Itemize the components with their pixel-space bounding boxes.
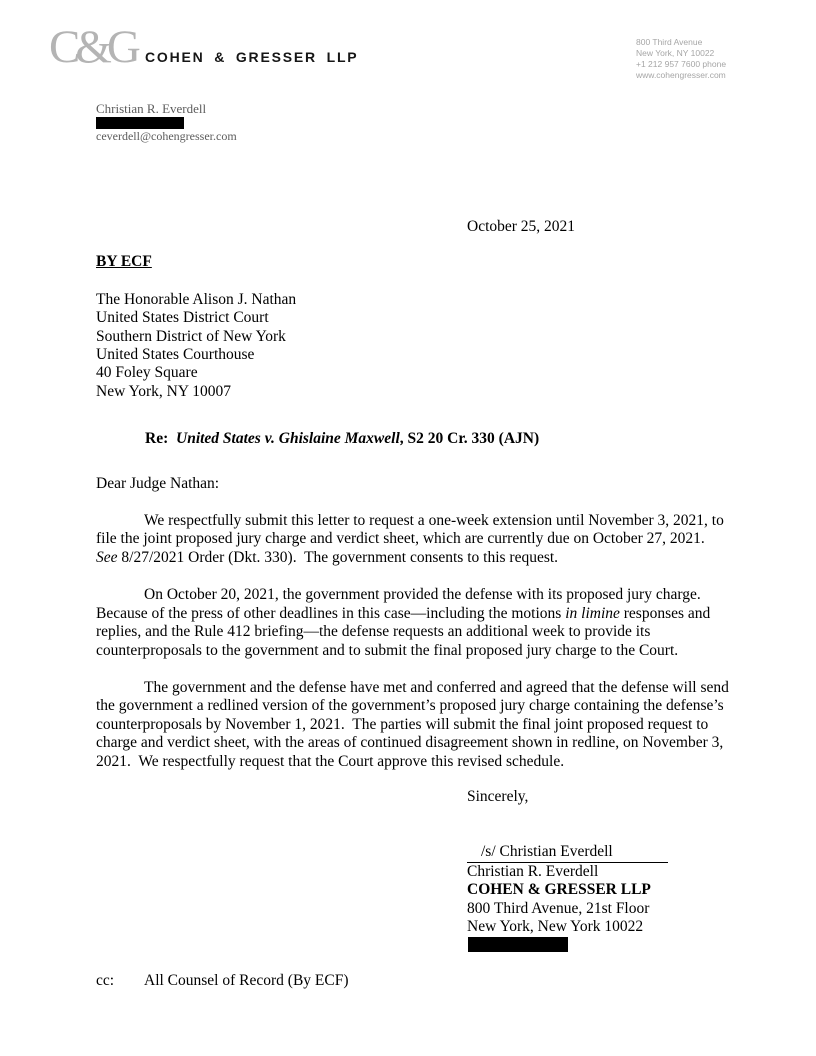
firm-name: COHEN & GRESSER LLP xyxy=(145,49,359,65)
paragraph-1: We respectfully submit this letter to request a one-week extension until November 3, 2021, to file the joint proposed jury charge and verdict sheet, which are currently due on October 27, 2021. See 8/27/2021 Order (Dkt. 330). The government consents to this request. xyxy=(96,512,728,566)
recipient-line: New York, NY 10007 xyxy=(96,382,232,400)
recipient-address xyxy=(96,291,731,401)
office-address-line: 800 Third Avenue xyxy=(636,37,703,47)
case-name: United States v. Ghislaine Maxwell xyxy=(176,430,400,448)
cc-line xyxy=(96,972,731,990)
signer-address-line: New York, New York 10022 xyxy=(467,917,644,935)
re-line xyxy=(96,430,731,448)
recipient-line: The Honorable Alison J. Nathan xyxy=(96,290,297,308)
redaction-bar xyxy=(96,117,184,129)
signer-firm: COHEN & GRESSER LLP xyxy=(467,881,651,899)
recipient-line: United States District Court xyxy=(96,309,269,327)
office-website: www.cohengresser.com xyxy=(636,70,726,80)
case-number: , S2 20 Cr. 330 (AJN) xyxy=(399,430,540,448)
signer-name: Christian R. Everdell xyxy=(467,862,599,880)
recipient-line: 40 Foley Square xyxy=(96,364,198,382)
closing: Sincerely, xyxy=(467,787,529,805)
signature-s-line: /s/ Christian Everdell xyxy=(467,843,668,862)
cc-label: cc: xyxy=(96,972,115,990)
salutation: Dear Judge Nathan: xyxy=(96,474,220,492)
cc-text: All Counsel of Record (By ECF) xyxy=(144,972,349,990)
recipient-line: Southern District of New York xyxy=(96,327,286,345)
office-phone: +1 212 957 7600 phone xyxy=(636,59,727,69)
firm-logo: C&G xyxy=(49,21,136,73)
letter-date: October 25, 2021 xyxy=(467,218,576,235)
redaction-bar xyxy=(468,937,568,952)
re-prefix: Re: xyxy=(145,430,176,448)
attorney-name: Christian R. Everdell xyxy=(96,101,207,116)
paragraph-3: The government and the defense have met and conferred and agreed that the defense will send the government a redlined version of the government’s proposed jury charge containing the defense’s counterproposals by November 1, 2021. The parties will submit the final joint proposed request to charge and verdict sheet, with the areas of continued disagreement shown in redline, on November 3, 2021. We respectfully request that the Court approve this revised schedule. xyxy=(96,678,733,770)
firm-office-address xyxy=(636,37,726,81)
attorney-email: ceverdell@cohengresser.com xyxy=(96,129,237,143)
paragraph-2: On October 20, 2021, the government provided the defense with its proposed jury charge. Because of the press of other deadlines in this case—including the motions in limine responses and replies, and the Rule 412 briefing—the defense requests an additional week to provide its counterproposals to the government and to submit the final proposed jury charge to the Court. xyxy=(96,586,715,659)
recipient-line: United States Courthouse xyxy=(96,346,255,364)
delivery-method: BY ECF xyxy=(96,253,152,271)
signer-address-line: 800 Third Avenue, 21st Floor xyxy=(467,899,650,917)
office-address-line: New York, NY 10022 xyxy=(636,48,715,58)
